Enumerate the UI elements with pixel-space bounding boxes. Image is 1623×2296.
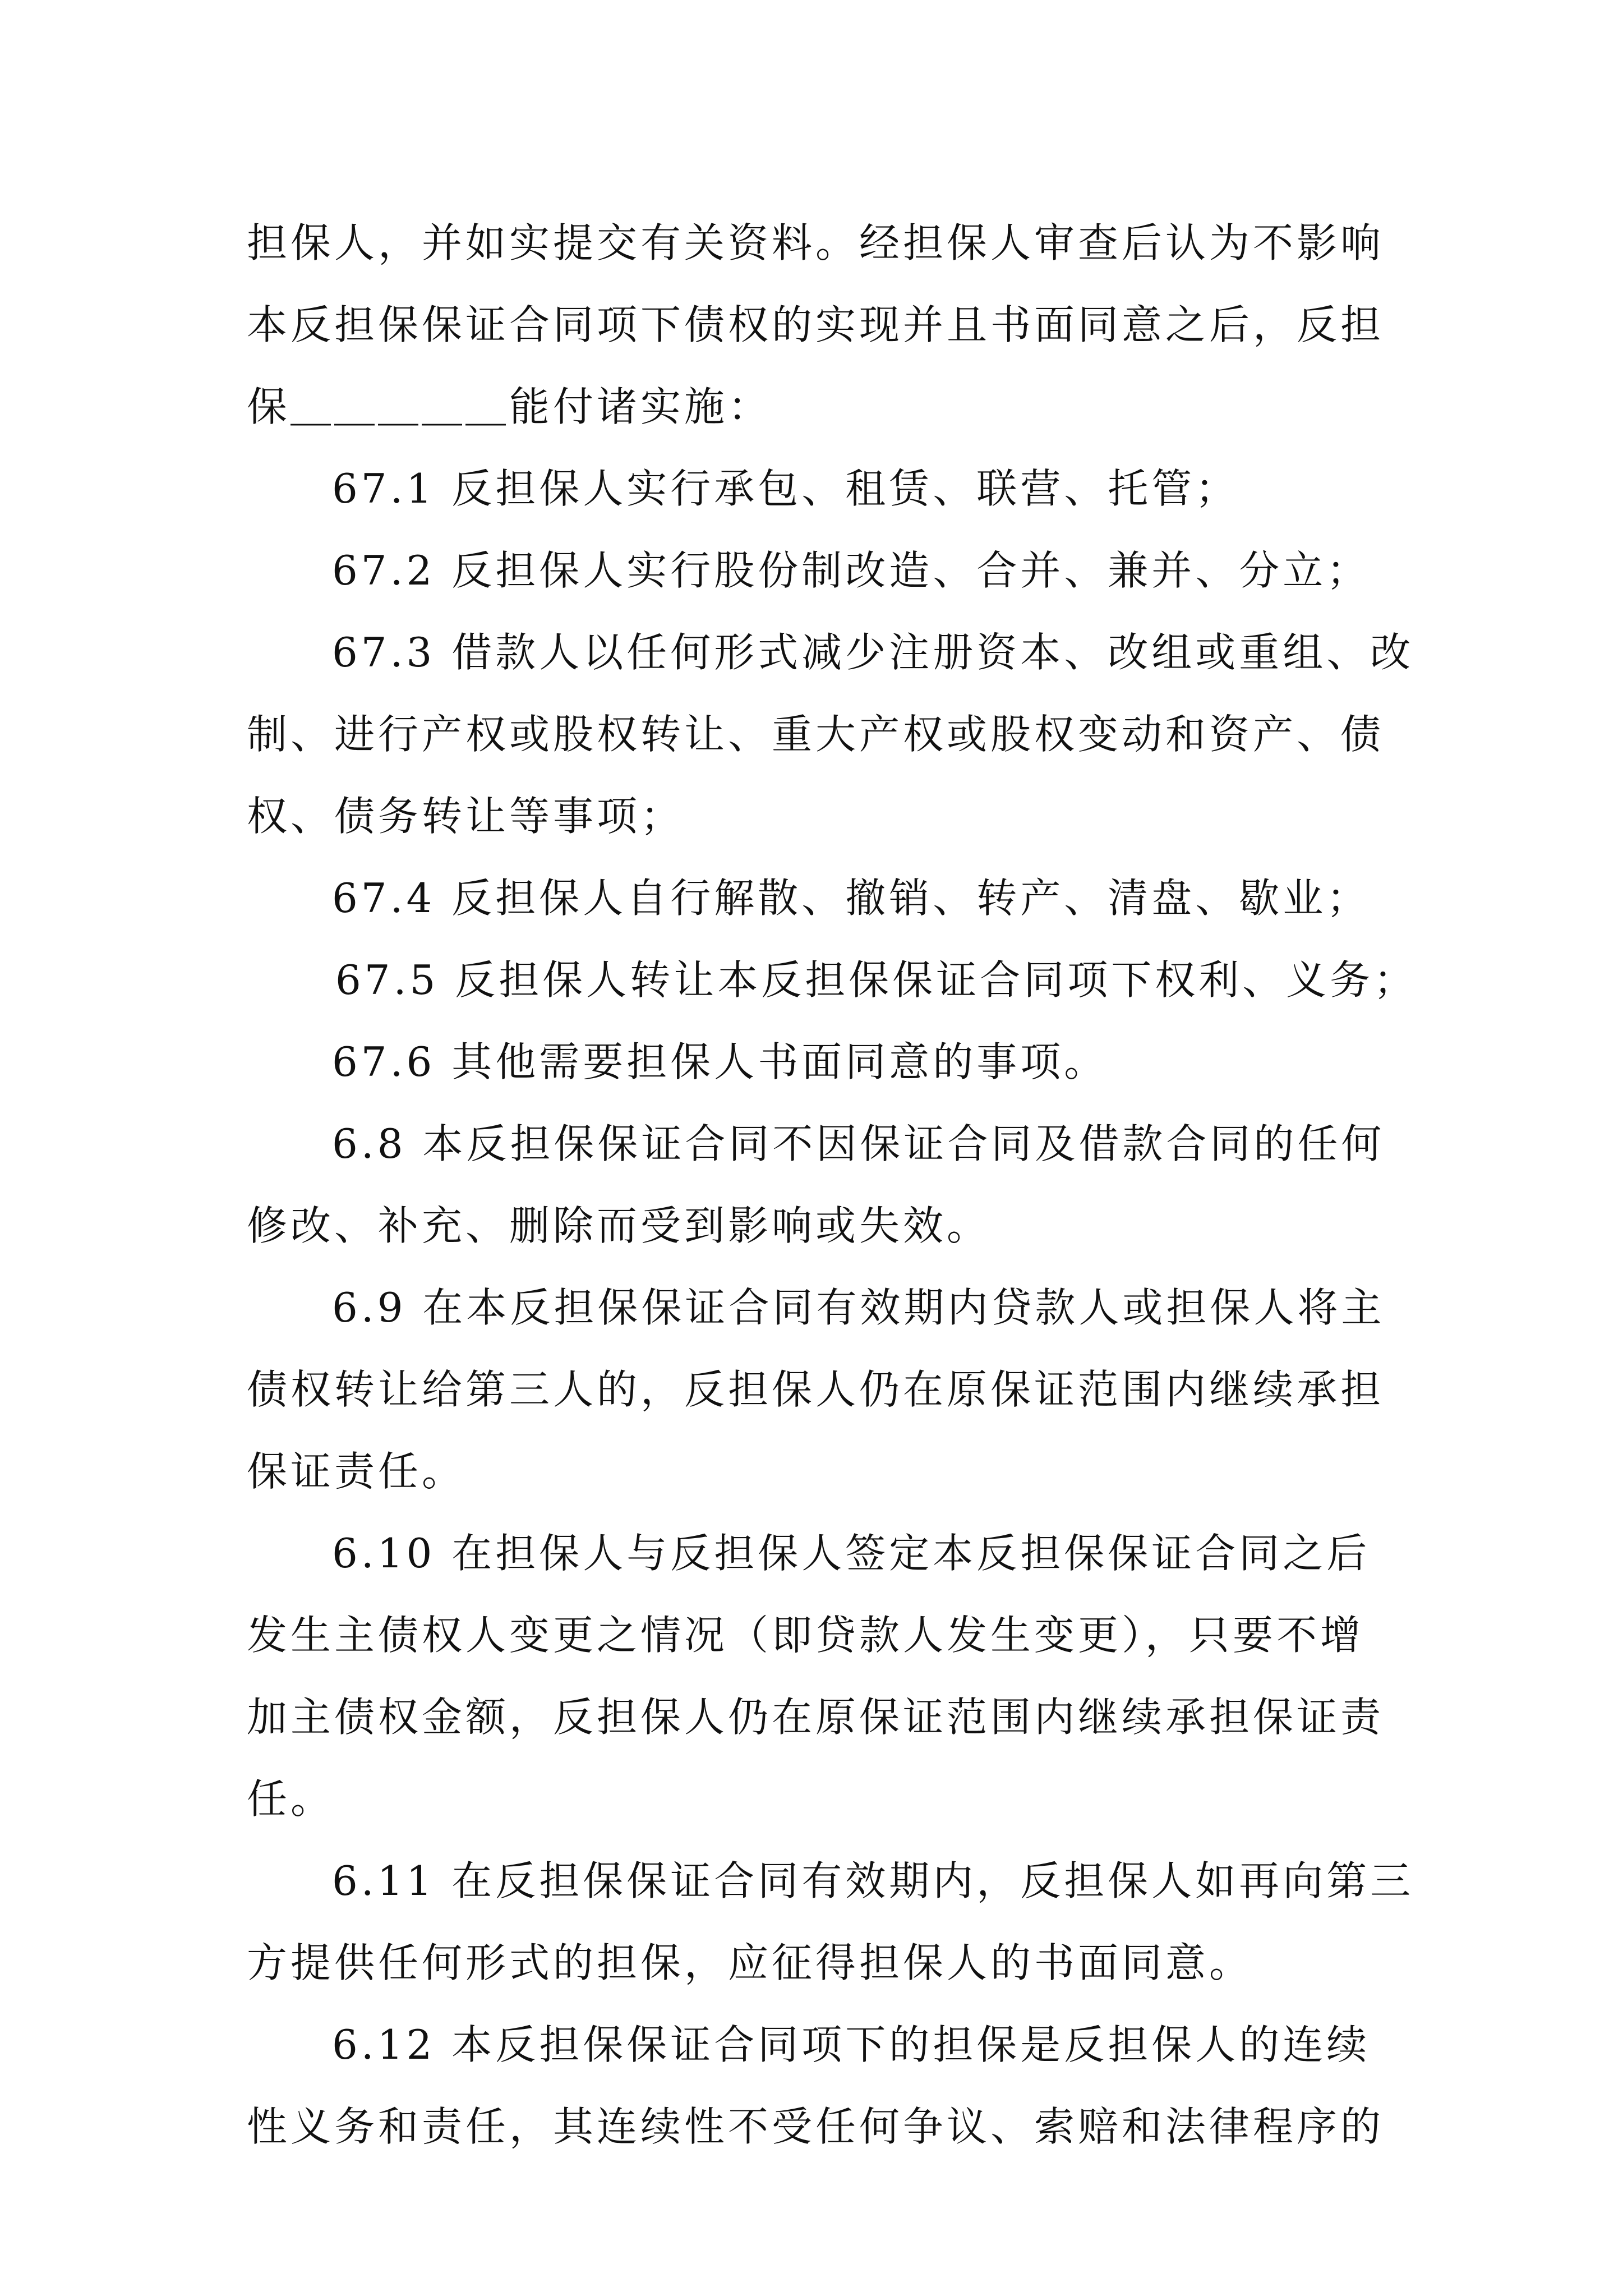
clause-67-4: 67.4 反担保人自行解散、撤销、转产、清盘、歇业； xyxy=(332,875,1371,922)
text-line: 债权转让给第三人的，反担保人仍在原保证范围内继续承担 xyxy=(247,1366,1385,1413)
text-line: 本反担保保证合同项下债权的实现并且书面同意之后，反担 xyxy=(247,301,1385,348)
text-line: 权、债务转让等事项； xyxy=(247,793,685,840)
document-body xyxy=(247,202,1418,2168)
text-line: 性义务和责任，其连续性不受任何争议、索赔和法律程序的 xyxy=(247,2103,1385,2150)
text-line: 保证责任。 xyxy=(247,1448,466,1495)
clause-6-8: 6.8 本反担保保证合同不因保证合同及借款合同的任何 xyxy=(332,1120,1385,1167)
clause-67-2: 67.2 反担保人实行股份制改造、合并、兼并、分立； xyxy=(332,547,1371,594)
clause-67-1: 67.1 反担保人实行承包、租赁、联营、托管； xyxy=(332,465,1239,512)
clause-67-5: 67.5 反担保人转让本反担保保证合同项下权利、义务； xyxy=(335,956,1418,1004)
clause-6-9: 6.9 在本反担保保证合同有效期内贷款人或担保人将主 xyxy=(332,1284,1385,1331)
text-line: 保＿＿＿＿＿能付诸实施： xyxy=(247,383,772,430)
text-line: 任。 xyxy=(247,1775,335,1823)
clause-6-10: 6.10 在担保人与反担保人签定本反担保保证合同之后 xyxy=(332,1530,1371,1577)
text-line: 方提供任何形式的担保，应征得担保人的书面同意。 xyxy=(247,1939,1253,1986)
clause-67-3: 67.3 借款人以任何形式减少注册资本、改组或重组、改 xyxy=(332,629,1414,676)
text-line: 制、进行产权或股权转让、重大产权或股权变动和资产、债 xyxy=(247,711,1385,758)
clause-6-11: 6.11 在反担保保证合同有效期内，反担保人如再向第三 xyxy=(332,1857,1414,1904)
text-line: 担保人，并如实提交有关资料。经担保人审查后认为不影响 xyxy=(247,219,1385,266)
clause-6-12: 6.12 本反担保保证合同项下的担保是反担保人的连续 xyxy=(332,2021,1371,2068)
text-line: 修改、补充、删除而受到影响或失效。 xyxy=(247,1202,991,1249)
text-line: 发生主债权人变更之情况（即贷款人发生变更），只要不增 xyxy=(247,1612,1364,1659)
clause-67-6: 67.6 其他需要担保人书面同意的事项。 xyxy=(332,1038,1108,1085)
text-line: 加主债权金额，反担保人仍在原保证范围内继续承担保证责 xyxy=(247,1694,1385,1741)
